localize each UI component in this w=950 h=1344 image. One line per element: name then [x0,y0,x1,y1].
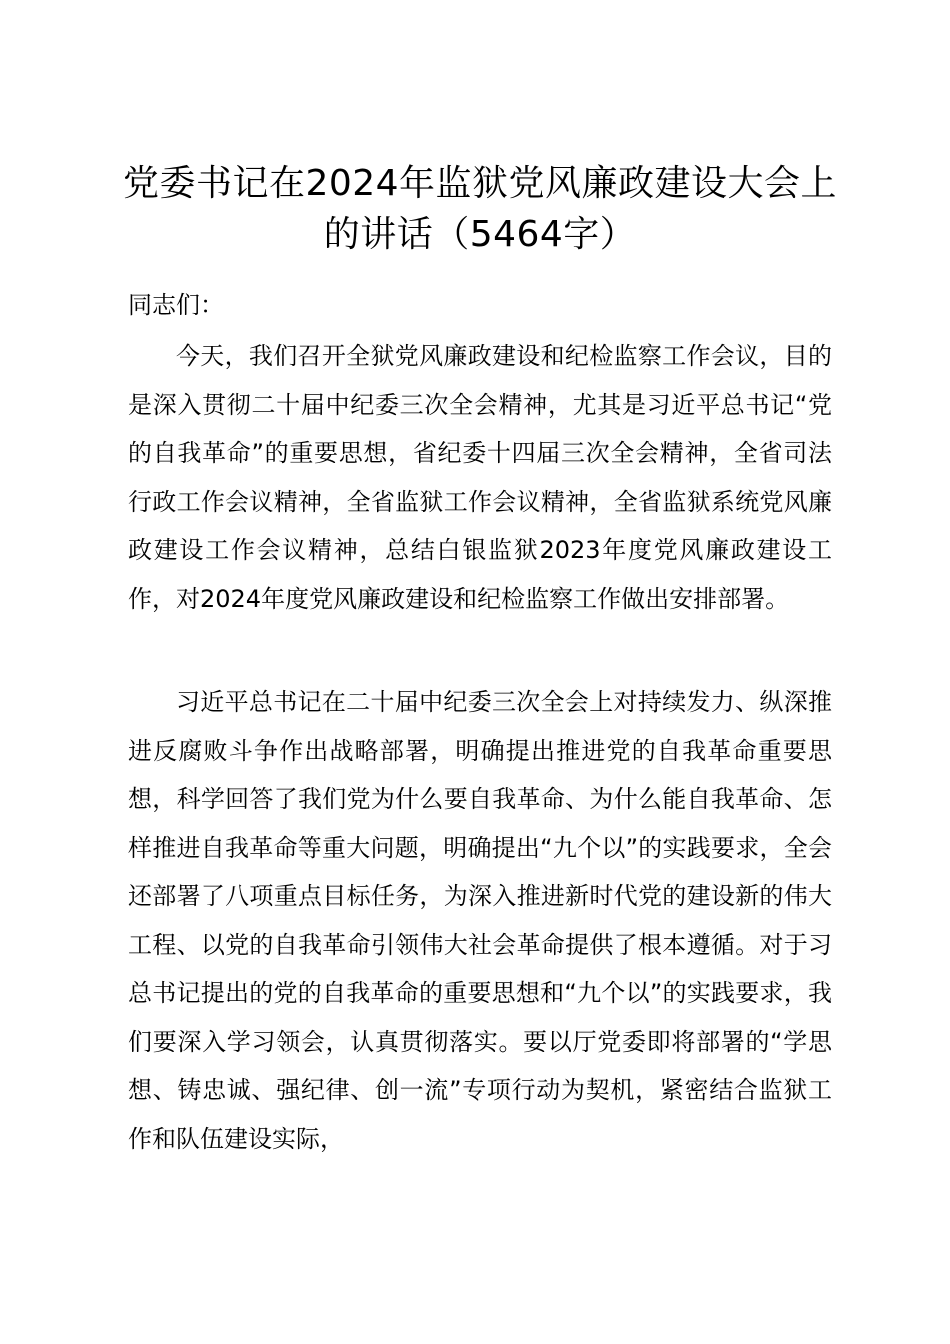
salutation: 同志们： [128,291,224,319]
title-line-2: 的讲话（5464字） [323,214,637,255]
document-title [110,158,850,260]
paragraph-2: 习近平总书记在二十届中纪委三次全会上对持续发力、纵深推进反腐败斗争作出战略部署，明确提出推进党的自我革命重要思想，科学回答了我们党为什么要自我革命、为什么能自我革命、怎样推进自我革命等重大问题，明确提出“九个以”的实践要求，全会还部署了八项重点目标任务，为深入推进新时代党的建设新的伟大工程、以党的自我革命引领伟大社会革命提供了根本遵循。对于习总书记提出的党的自我革命的重要思想和“九个以”的实践要求，我们要深入学习领会，认真贯彻落实。要以厅党委即将部署的“学思想、铸忠诚、强纪律、创一流”专项行动为契机，紧密结合监狱工作和队伍建设实际， [128,688,832,1153]
paragraph-1: 今天，我们召开全狱党风廉政建设和纪检监察工作会议，目的是深入贯彻二十届中纪委三次全会精神，尤其是习近平总书记“党的自我革命”的重要思想，省纪委十四届三次全会精神，全省司法行政工作会议精神，全省监狱工作会议精神，全省监狱系统党风廉政建设工作会议精神，总结白银监狱2023年度党风廉政建设工作，对2024年度党风廉政建设和纪检监察工作做出安排部署。 [128,342,832,613]
title-line-1: 党委书记在2024年监狱党风廉政建设大会上 [122,163,838,204]
